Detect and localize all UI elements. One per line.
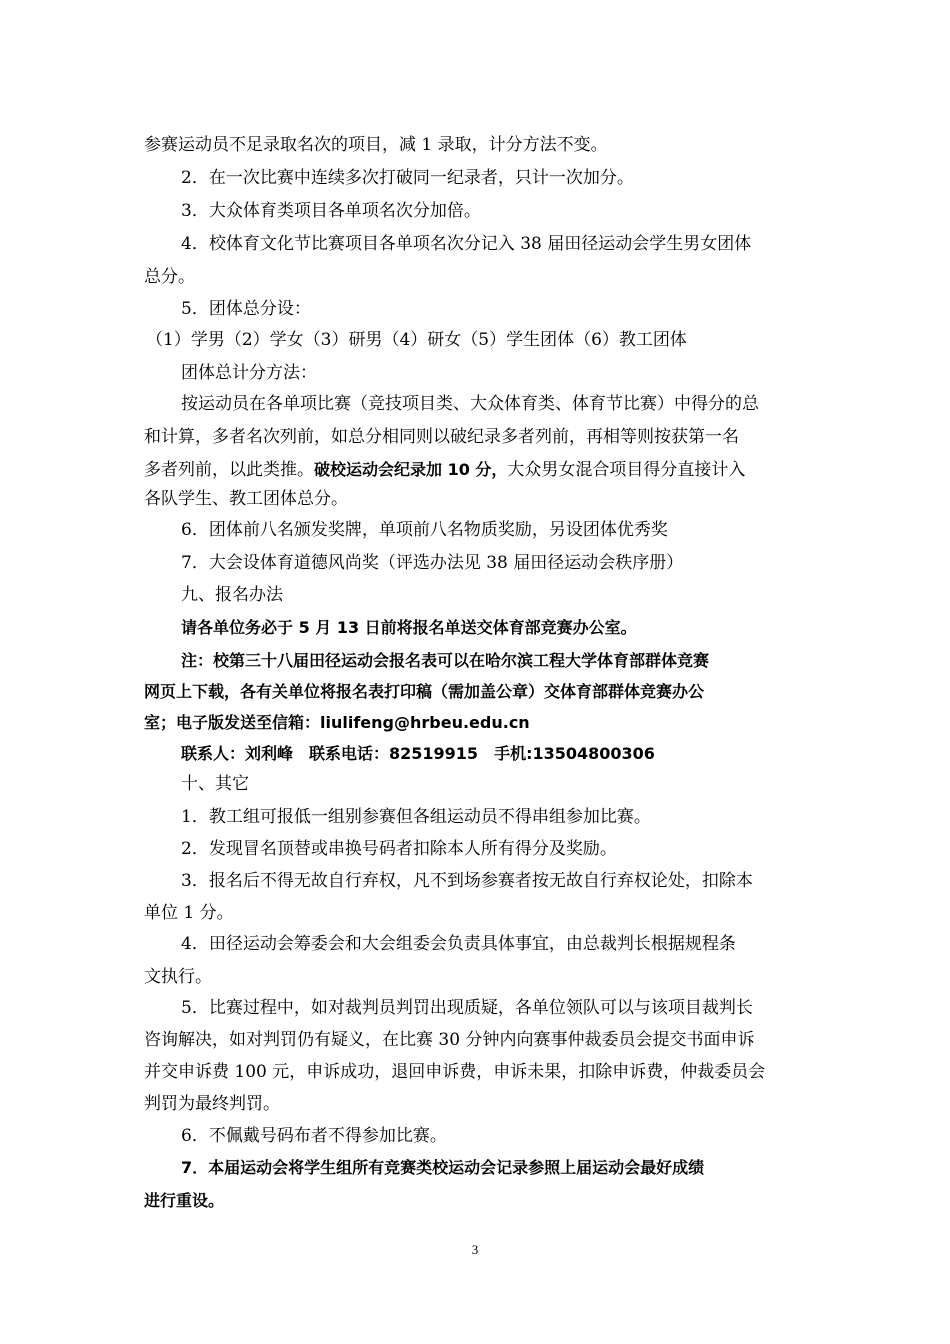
text-line: 5．比赛过程中，如对裁判员判罚出现质疑，各单位领队可以与该项目裁判长 bbox=[181, 998, 753, 1018]
text-line: 2．在一次比赛中连续多次打破同一纪录者，只计一次加分。 bbox=[181, 168, 634, 188]
bold-line: 请各单位务必于 5 月 13 日前将报名单送交体育部竞赛办公室。 bbox=[181, 618, 637, 637]
text-line: 总分。 bbox=[144, 267, 195, 287]
text-line: 6．不佩戴号码布者不得参加比赛。 bbox=[181, 1126, 447, 1146]
text-line: （1）学男（2）学女（3）研男（4）研女（5）学生团体（6）教工团体 bbox=[146, 330, 687, 350]
bold-line: 进行重设。 bbox=[144, 1191, 225, 1210]
section-heading: 十、其它 bbox=[181, 774, 249, 794]
text-line: 单位 1 分。 bbox=[144, 903, 234, 923]
text-line: 4．田径运动会筹委会和大会组委会负责具体事宜，由总裁判长根据规程条 bbox=[181, 934, 736, 954]
page-number: 3 bbox=[471, 1242, 479, 1257]
text-line: 和计算，多者名次列前，如总分相同则以破纪录多者列前，再相等则按获第一名 bbox=[144, 427, 739, 447]
text-line: 参赛运动员不足录取名次的项目，减 1 录取，计分方法不变。 bbox=[144, 135, 608, 155]
text-line: 6．团体前八名颁发奖牌，单项前八名物质奖励，另设团体优秀奖 bbox=[181, 520, 668, 540]
bold-line: 7．本届运动会将学生组所有竞赛类校运动会记录参照上届运动会最好成绩 bbox=[181, 1158, 705, 1177]
text-line: 按运动员在各单项比赛（竞技项目类、大众体育类、体育节比赛）中得分的总 bbox=[181, 394, 759, 414]
text-line: 咨询解决，如对判罚仍有疑义，在比赛 30 分钟内向赛事仲裁委员会提交书面申诉 bbox=[144, 1030, 755, 1050]
text-line: 各队学生、教工团体总分。 bbox=[144, 489, 348, 509]
text-line: 3．大众体育类项目各单项名次分加倍。 bbox=[181, 201, 481, 221]
text-line: 4．校体育文化节比赛项目各单项名次分记入 38 届田径运动会学生男女团体 bbox=[181, 234, 752, 254]
text-line: 7．大会设体育道德风尚奖（评选办法见 38 届田径运动会秩序册） bbox=[181, 553, 684, 573]
bold-text-run: 破校运动会纪录加 10 分， bbox=[314, 460, 508, 479]
subheading: 团体总计分方法： bbox=[181, 363, 317, 383]
text-line: 1．教工组可报低一组别参赛但各组运动员不得串组参加比赛。 bbox=[181, 807, 651, 827]
text-line-mixed bbox=[144, 458, 814, 482]
text-run: 大众男女混合项目得分直接计入 bbox=[507, 460, 746, 480]
section-heading: 九、报名办法 bbox=[181, 585, 283, 605]
text-line: 文执行。 bbox=[144, 967, 212, 987]
bold-line: 室；电子版发送至信箱：liulifeng@hrbeu.edu.cn bbox=[144, 713, 530, 732]
text-line: 2．发现冒名顶替或串换号码者扣除本人所有得分及奖励。 bbox=[181, 839, 617, 859]
contact-line: 联系人：刘利峰 联系电话：82519915 手机:13504800306 bbox=[181, 744, 655, 763]
text-line: 3．报名后不得无故自行弃权，凡不到场参赛者按无故自行弃权论处，扣除本 bbox=[181, 871, 753, 891]
bold-line: 注：校第三十八届田径运动会报名表可以在哈尔滨工程大学体育部群体竞赛 bbox=[181, 651, 710, 670]
bold-line: 网页上下载，各有关单位将报名表打印稿（需加盖公章）交体育部群体竞赛办公 bbox=[144, 682, 705, 701]
text-run: 多者列前，以此类推。 bbox=[144, 460, 314, 480]
text-line: 判罚为最终判罚。 bbox=[144, 1094, 280, 1114]
text-line: 并交申诉费 100 元，申诉成功，退回申诉费，申诉未果，扣除申诉费，仲裁委员会 bbox=[144, 1062, 766, 1082]
text-line: 5．团体总分设： bbox=[181, 299, 311, 319]
